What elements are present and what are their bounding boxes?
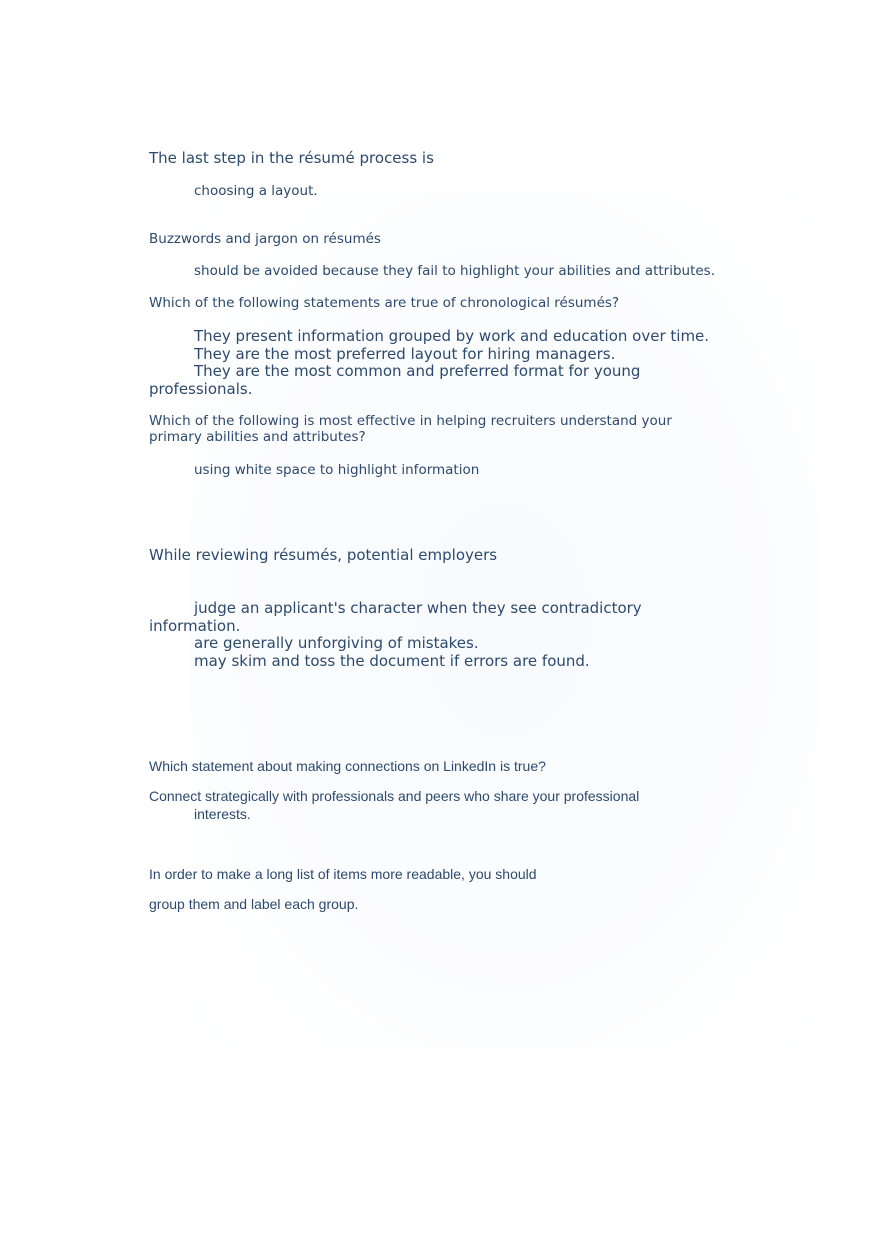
answer-1: choosing a layout. <box>194 183 318 199</box>
answer-3-line-4: professionals. <box>149 380 253 398</box>
answer-5-line-3: are generally unforgiving of mistakes. <box>194 634 479 652</box>
answer-5-line-2: information. <box>149 617 241 635</box>
answer-7: group them and label each group. <box>149 896 359 912</box>
question-6: Which statement about making connections on LinkedIn is true? <box>149 758 546 774</box>
question-5: While reviewing résumés, potential employers <box>149 546 498 564</box>
question-3: Which of the following statements are true of chronological résumés? <box>149 295 620 311</box>
answer-3-line-1: They present information grouped by work and education over time. <box>194 327 710 345</box>
answer-3-line-3: They are the most common and preferred format for young <box>194 362 641 380</box>
question-7: In order to make a long list of items more readable, you should <box>149 866 537 882</box>
answer-5-line-1: judge an applicant's character when they see contradictory <box>194 599 642 617</box>
answer-5-line-4: may skim and toss the document if errors are found. <box>194 652 590 670</box>
question-4-line-2: primary abilities and attributes? <box>149 429 366 445</box>
question-1: The last step in the résumé process is <box>149 149 434 167</box>
question-2: Buzzwords and jargon on résumés <box>149 231 381 247</box>
answer-2: should be avoided because they fail to highlight your abilities and attributes. <box>194 263 716 279</box>
answer-4: using white space to highlight information <box>194 462 480 478</box>
answer-3-line-2: They are the most preferred layout for hiring managers. <box>194 345 616 363</box>
answer-6-line-1: Connect strategically with professionals and peers who share your professional <box>149 788 640 804</box>
question-4-line-1: Which of the following is most effective in helping recruiters understand your <box>149 413 672 429</box>
faint-background-watermark <box>190 190 820 1050</box>
answer-6-line-2: interests. <box>194 806 251 822</box>
